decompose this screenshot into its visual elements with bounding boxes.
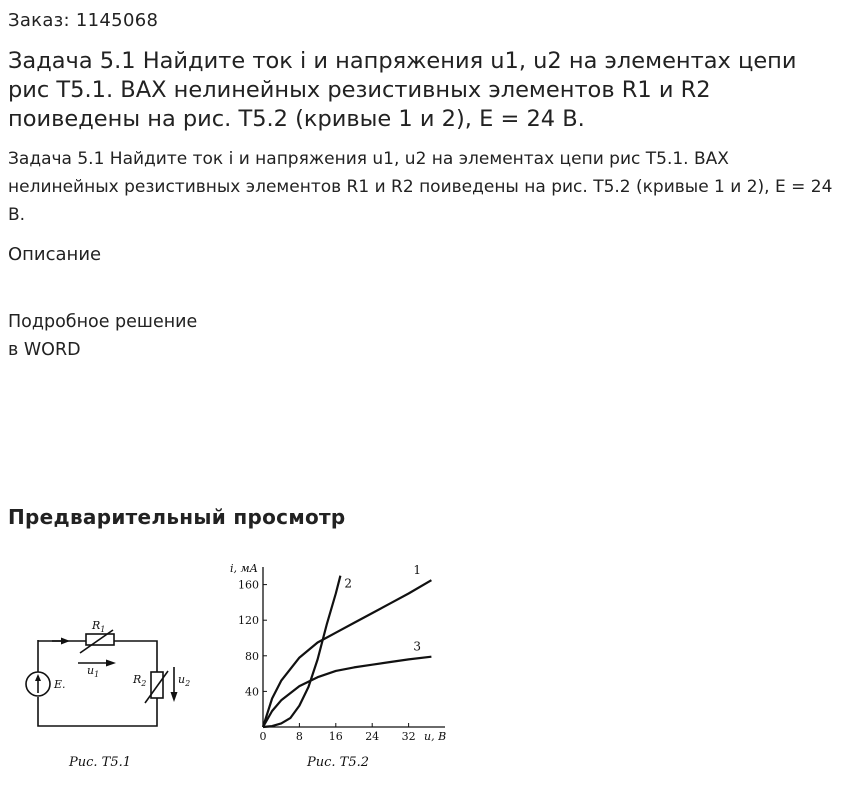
page-title: Задача 5.1 Найдите ток i и напряжения u1, u2 на элементах цепи рис Т5.1. ВАХ нелинейных резистивных элементов R1 и R2 поиведены на рис. Т5.2 (кривые 1 и 2), E = 24 В. [8,48,797,132]
series-line-3 [263,657,431,727]
label-r1: $R_1$ [92,619,106,634]
circuit-wire [114,641,157,672]
y-tick-label: 40 [245,685,259,699]
y-tick-label: 160 [238,578,259,592]
figure1-caption: Рис. Т5.1 [68,755,132,770]
series-label-1: 1 [413,563,421,578]
u1-arrowhead [106,660,116,667]
y-axis-label: i, мА [230,562,258,575]
preview-heading: Предварительный просмотр [8,505,346,529]
circuit-labels [53,619,190,691]
u2-arrowhead [171,692,178,702]
circuit-wire [38,697,157,726]
task-text: Задача 5.1 Найдите ток i и напряжения u1, u2 на элементах цепи рис Т5.1. ВАХ нелинейных резистивных элементов R1 и R2 поиведены на рис. Т5.2 (кривые 1 и 2), E = 24 В. [8,149,833,225]
label-e: E. [54,678,66,691]
source-arrowhead [35,674,41,681]
preview-image [0,545,480,789]
series-line-2 [263,576,340,727]
label-r2: $R_2$ [133,673,147,688]
circuit-diagram [26,630,174,726]
x-tick-label: 0 [259,730,267,743]
series-label-3: 3 [413,639,421,654]
current-arrowhead [61,638,70,645]
series-line-1 [263,580,431,727]
x-tick-label: 32 [401,730,416,743]
x-tick-label: 8 [295,730,303,743]
description-heading: Описание [8,244,102,265]
vac-chart [230,562,446,743]
label-u1: $u_1$ [87,664,100,679]
y-tick-label: 80 [245,649,259,663]
x-axis-label: u, В [424,730,447,743]
x-tick-label: 24 [365,730,380,743]
solution-line-2: в WORD [8,340,81,360]
x-tick-label: 16 [328,730,343,743]
series-label-2: 2 [344,576,352,591]
y-tick-label: 120 [238,614,259,628]
solution-note [8,308,197,364]
preview-figures [0,545,480,785]
solution-line-1: Подробное решение [8,312,198,332]
order-number: Заказ: 1145068 [8,10,159,31]
label-u2: $u_2$ [178,673,191,688]
figure2-caption: Рис. Т5.2 [306,755,370,770]
